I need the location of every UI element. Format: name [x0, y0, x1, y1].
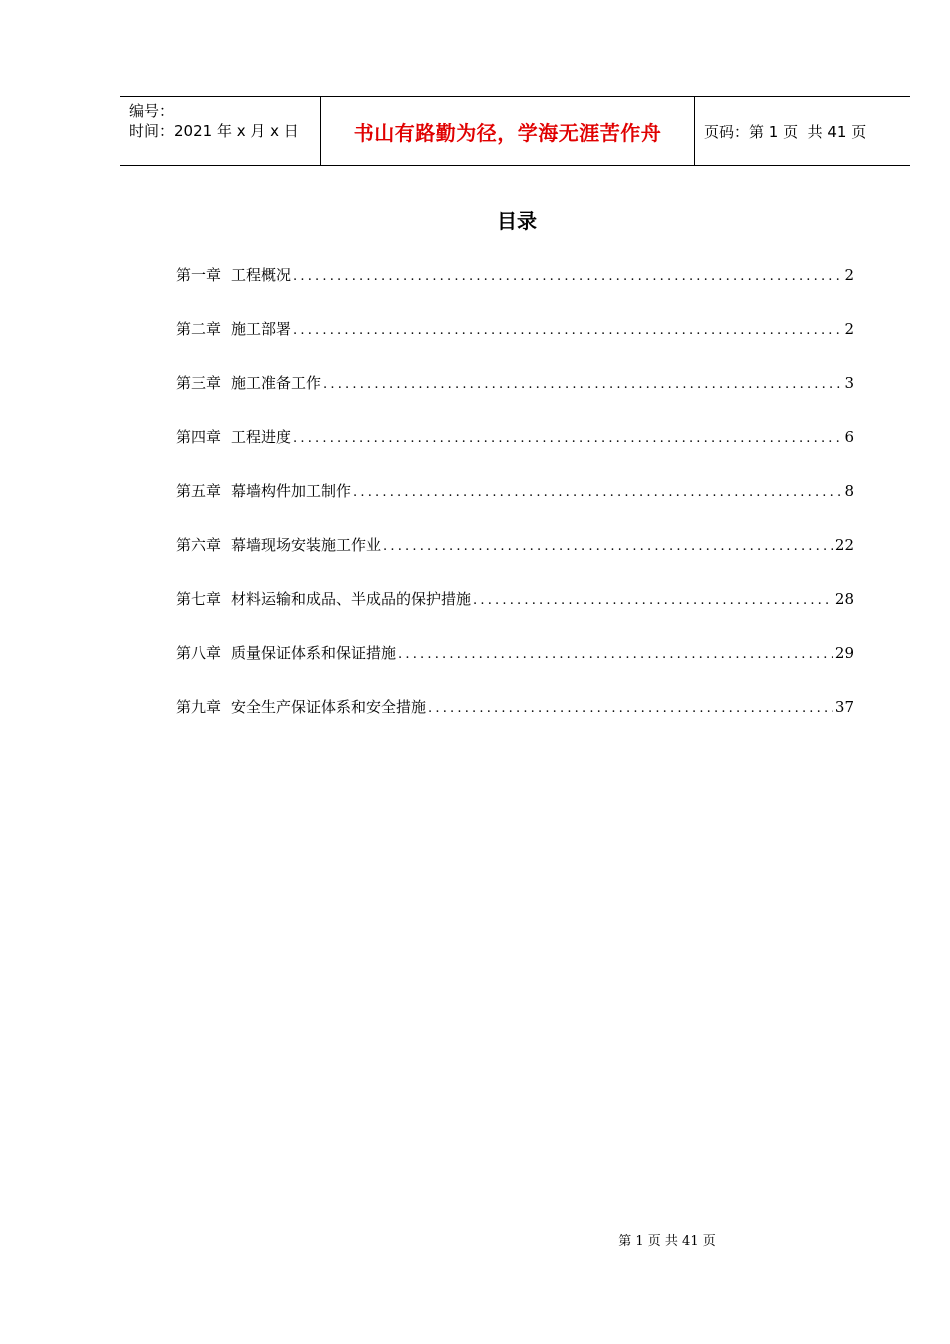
header-motto: 书山有路勤为径，学海无涯苦作舟	[353, 120, 662, 145]
toc-chapter-name: 工程概况	[231, 266, 292, 284]
toc-page-number: 8	[844, 482, 854, 500]
document-number-label: 编号：	[129, 102, 175, 120]
toc-page-number: 37	[834, 698, 854, 716]
toc-dot-leader	[323, 374, 842, 396]
toc-chapter-number: 第六章	[176, 536, 222, 554]
table-of-contents	[176, 264, 854, 750]
toc-entry[interactable]	[176, 588, 854, 642]
toc-entry[interactable]	[176, 372, 854, 426]
toc-chapter-number: 第八章	[176, 644, 222, 662]
toc-entry[interactable]	[176, 264, 854, 318]
toc-dot-leader	[383, 536, 833, 558]
toc-page-number: 22	[834, 536, 854, 554]
toc-page-number: 29	[834, 644, 854, 662]
toc-chapter-number: 第五章	[176, 482, 222, 500]
toc-dot-leader	[428, 698, 833, 720]
toc-entry[interactable]	[176, 426, 854, 480]
document-time-label: 时间：2021 年 x 月 x 日	[129, 122, 299, 140]
toc-chapter-name: 工程进度	[231, 428, 292, 446]
toc-chapter-name: 施工准备工作	[231, 374, 322, 392]
toc-dot-leader	[293, 428, 842, 450]
toc-entry[interactable]	[176, 642, 854, 696]
toc-dot-leader	[398, 644, 833, 666]
toc-page-number: 28	[834, 590, 854, 608]
toc-chapter-name: 质量保证体系和保证措施	[231, 644, 397, 662]
toc-entry[interactable]	[176, 696, 854, 750]
toc-entry[interactable]	[176, 318, 854, 372]
toc-chapter-name: 施工部署	[231, 320, 292, 338]
toc-dot-leader	[353, 482, 842, 504]
toc-chapter-number: 第三章	[176, 374, 222, 392]
toc-entry[interactable]	[176, 534, 854, 588]
page-footer: 第 1 页 共 41 页	[618, 1234, 716, 1249]
toc-page-number: 3	[844, 374, 854, 392]
toc-chapter-name: 安全生产保证体系和安全措施	[231, 698, 427, 716]
header-motto-cell	[321, 97, 695, 165]
header-meta-cell	[120, 97, 321, 165]
toc-entry[interactable]	[176, 480, 854, 534]
toc-title: 目录	[497, 209, 537, 233]
toc-chapter-name: 材料运输和成品、半成品的保护措施	[231, 590, 472, 608]
header-page-cell	[695, 97, 910, 165]
toc-chapter-number: 第四章	[176, 428, 222, 446]
toc-chapter-number: 第九章	[176, 698, 222, 716]
toc-chapter-name: 幕墙现场安装施工作业	[231, 536, 382, 554]
toc-page-number: 6	[844, 428, 854, 446]
toc-page-number: 2	[844, 320, 854, 338]
toc-page-number: 2	[844, 266, 854, 284]
toc-dot-leader	[293, 320, 842, 342]
header-page-info: 页码：第 1 页 共 41 页	[704, 122, 867, 141]
toc-chapter-number: 第二章	[176, 320, 222, 338]
toc-chapter-name: 幕墙构件加工制作	[231, 482, 352, 500]
toc-dot-leader	[473, 590, 833, 612]
toc-chapter-number: 第一章	[176, 266, 222, 284]
document-header	[120, 96, 910, 166]
toc-chapter-number: 第七章	[176, 590, 222, 608]
toc-dot-leader	[293, 266, 842, 288]
